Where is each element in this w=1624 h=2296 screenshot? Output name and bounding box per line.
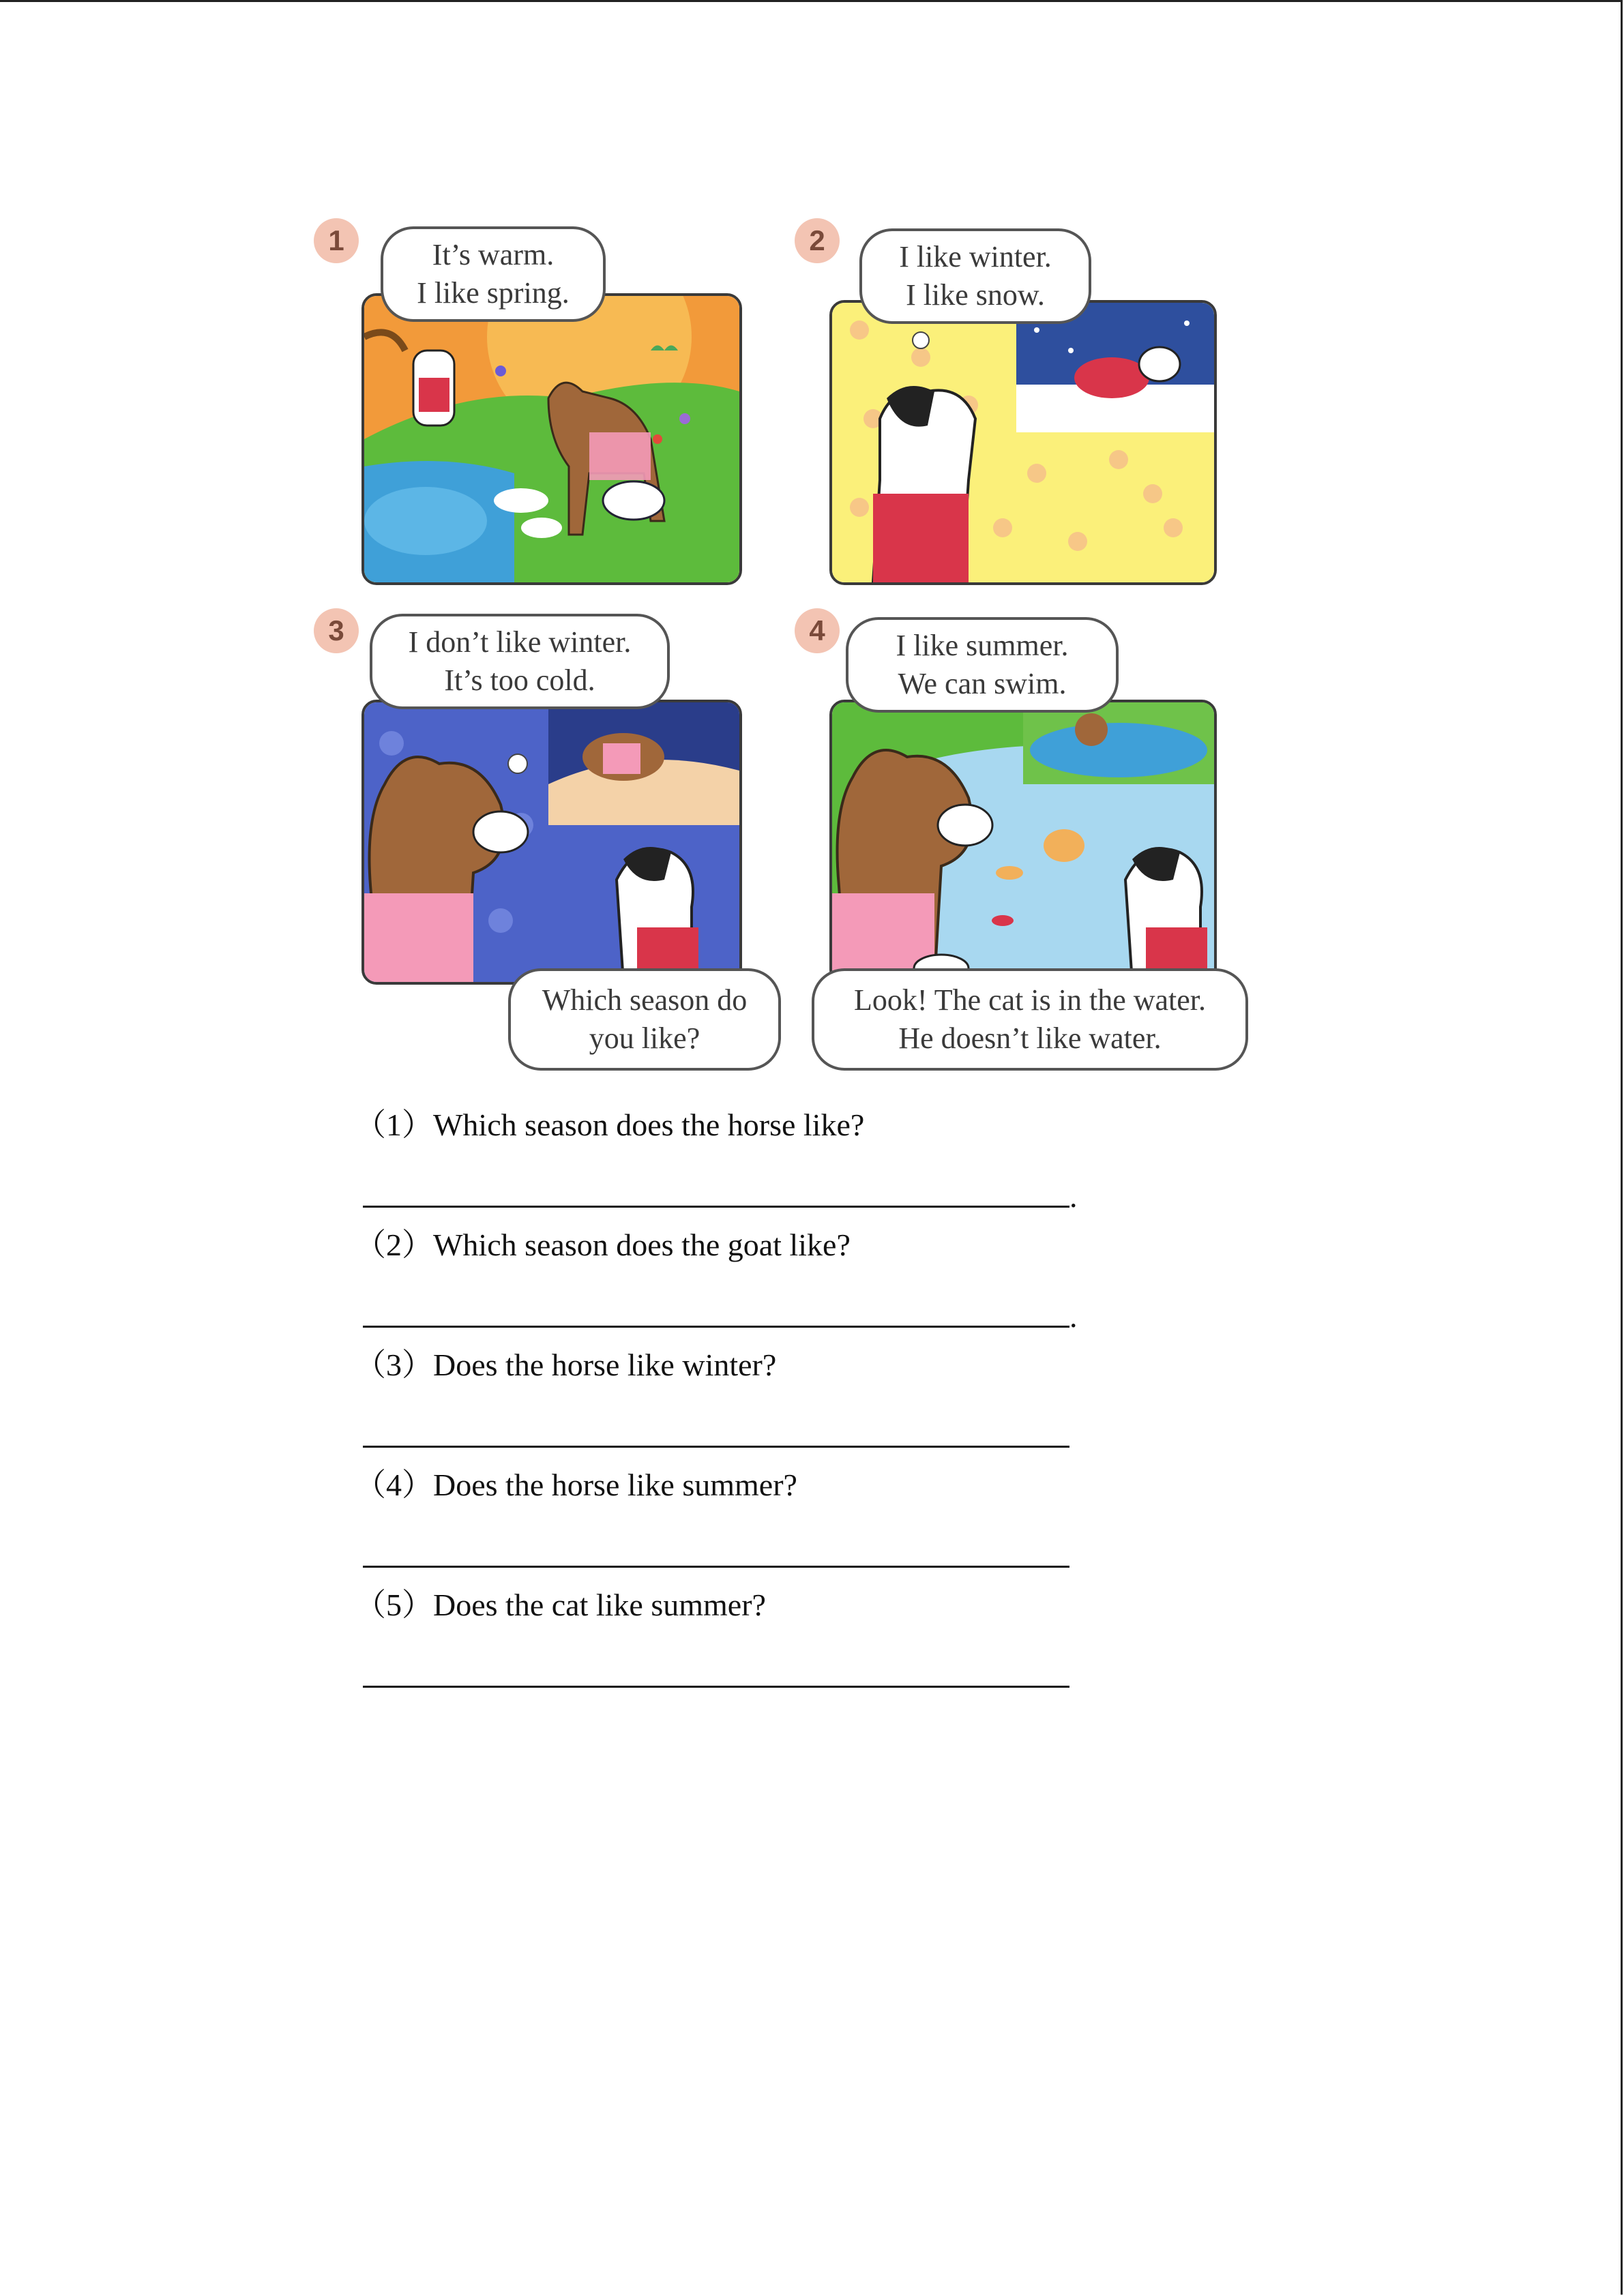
bubble-3b-line-2: you like? — [589, 1022, 700, 1055]
bubble-4-line-1: I like summer. — [896, 629, 1069, 662]
panel-4-illustration — [829, 700, 1217, 985]
bubble-2-line-2: I like snow. — [906, 278, 1045, 312]
answer-line-4[interactable] — [363, 1566, 1069, 1568]
panel-number-3: 3 — [314, 608, 359, 653]
bubble-3b-line-1: Which season do — [542, 983, 748, 1017]
speech-bubble-4 — [846, 617, 1119, 713]
winter-scene-image — [832, 303, 1214, 582]
spring-scene-image — [364, 296, 739, 582]
panel-number-4: 4 — [795, 608, 840, 653]
question-4: （4）Does the horse like summer? — [355, 1467, 797, 1502]
answer-line-2[interactable] — [363, 1326, 1069, 1328]
speech-bubble-3 — [370, 614, 670, 709]
summer-scene-image — [832, 702, 1214, 982]
answer-end-2: . — [1069, 1299, 1078, 1334]
answer-line-5[interactable] — [363, 1686, 1069, 1688]
answer-end-1: . — [1069, 1179, 1078, 1214]
panel-number-2: 2 — [795, 218, 840, 263]
panel-2-illustration — [829, 300, 1217, 585]
answer-line-1[interactable] — [363, 1206, 1069, 1208]
question-5: （5）Does the cat like summer? — [355, 1587, 766, 1622]
bubble-1-line-2: I like spring. — [417, 276, 570, 310]
cold-scene-image — [364, 702, 739, 982]
bubble-2-line-1: I like winter. — [899, 240, 1052, 273]
speech-bubble-3b — [508, 968, 781, 1071]
panel-number-1: 1 — [314, 218, 359, 263]
bubble-4b-line-1: Look! The cat is in the water. — [853, 983, 1207, 1017]
panel-3-illustration — [361, 700, 742, 985]
comic-strip — [314, 211, 1255, 1084]
bubble-3-line-2: It’s too cold. — [444, 664, 595, 697]
panel-1-illustration — [361, 293, 742, 585]
bubble-4b-line-2: He doesn’t like water. — [898, 1022, 1162, 1055]
question-2: （2）Which season does the goat like? — [355, 1227, 851, 1262]
bubble-4-line-2: We can swim. — [898, 667, 1067, 700]
speech-bubble-2 — [859, 228, 1091, 324]
question-3: （3）Does the horse like winter? — [355, 1347, 777, 1382]
question-1: （1）Which season does the horse like? — [355, 1107, 865, 1142]
answer-line-3[interactable] — [363, 1446, 1069, 1448]
bubble-3-line-1: I don’t like winter. — [408, 625, 632, 659]
bubble-1-line-1: It’s warm. — [432, 238, 555, 271]
speech-bubble-4b — [812, 968, 1248, 1071]
speech-bubble-1 — [381, 226, 606, 322]
